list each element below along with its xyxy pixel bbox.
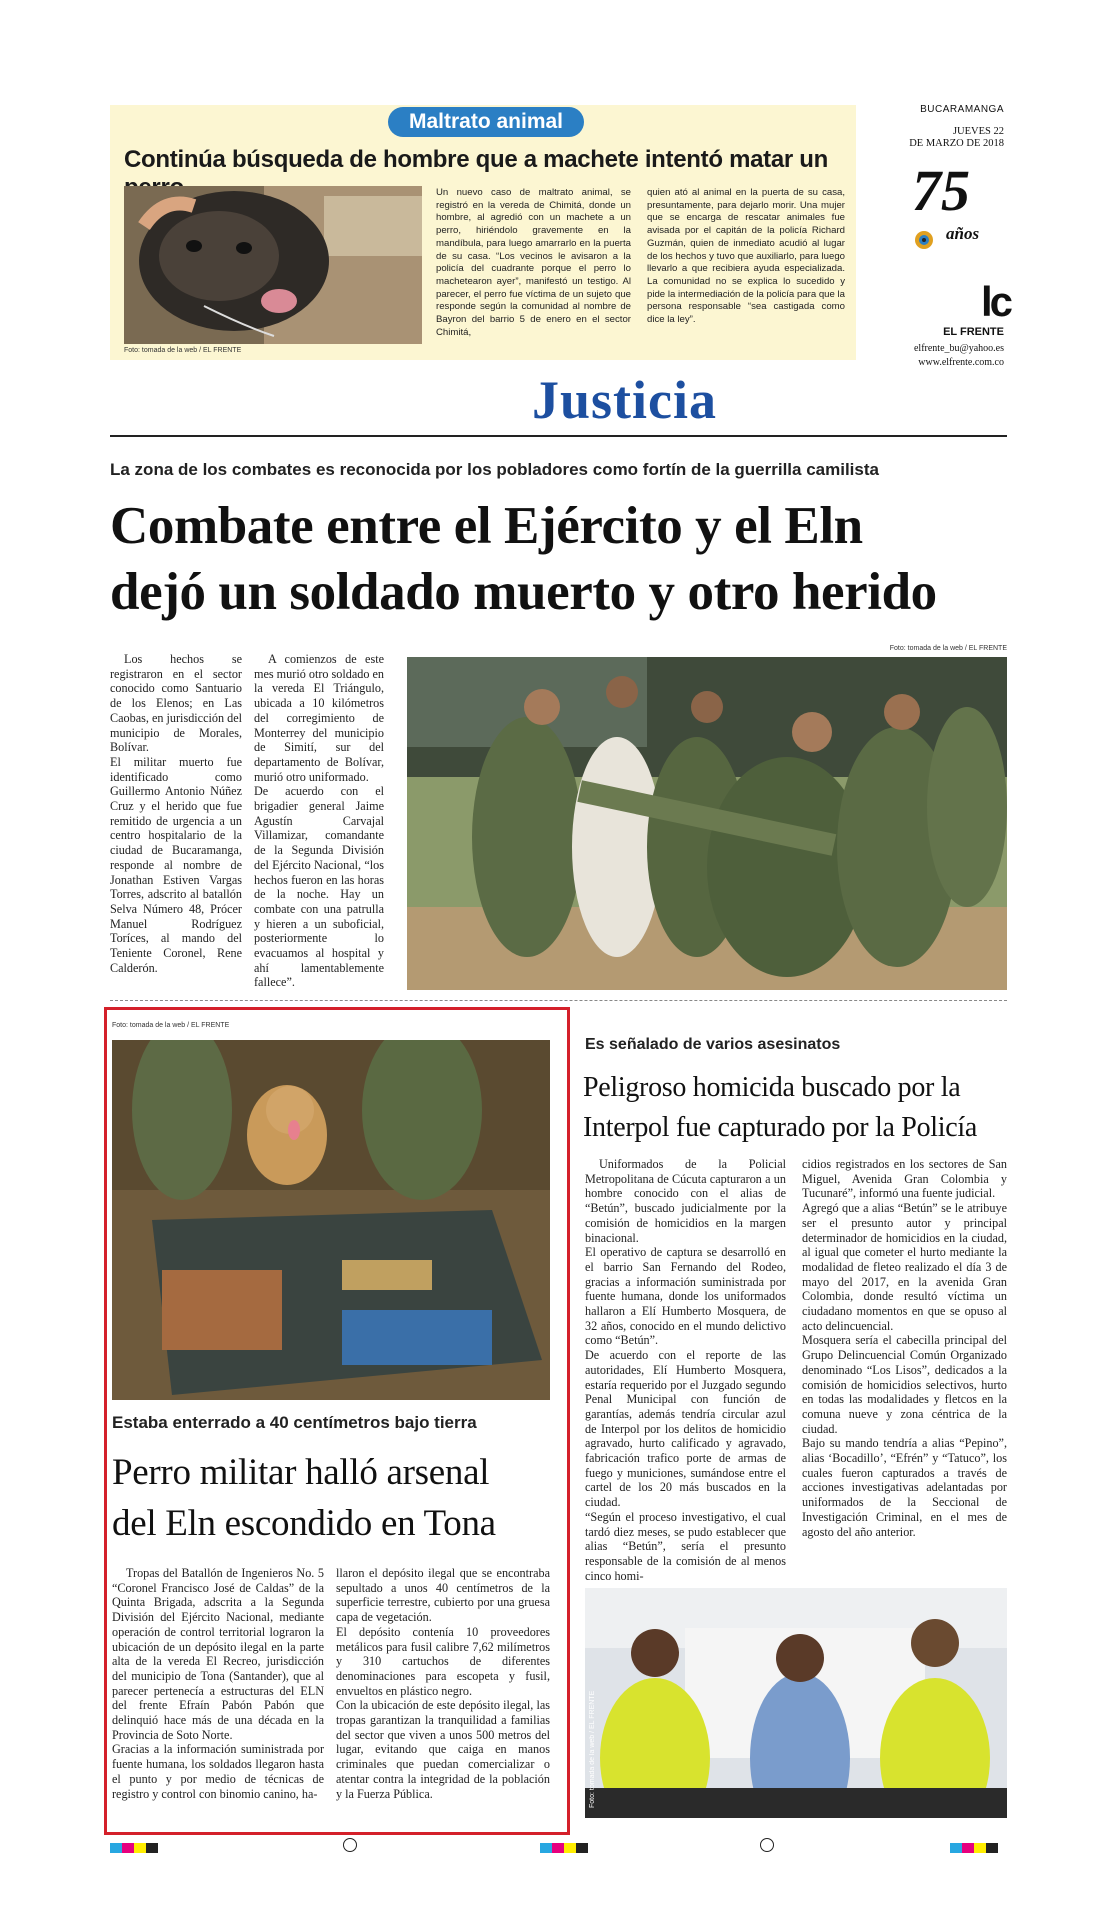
dog-photo-image [124, 186, 422, 344]
right-headline-line1: Peligroso homicida buscado por la [583, 1072, 961, 1103]
masthead-contact [880, 342, 1004, 370]
capture-photo-credit: Foto: tomada de la web / EL FRENTE [589, 1690, 596, 1808]
main-story-headline[interactable] [110, 493, 1010, 625]
box-headline-line2: del Eln escondido en Tona [112, 1503, 496, 1544]
military-dog-photo-image [112, 1040, 550, 1400]
box-story-kicker: Estaba enterrado a 40 centímetros bajo tierra [112, 1413, 477, 1432]
section-title-graphic [530, 368, 856, 428]
main-story-column-1 [110, 652, 242, 975]
masthead-date-line2: DE MARZO DE 2018 [909, 138, 1004, 149]
color-registration-bar-right [950, 1840, 998, 1858]
military-dog-photo[interactable] [112, 1040, 550, 1400]
main-story-col1-text: Los hechos se registraron en el sector conocido como Santuario de los Elenos; en Las Caobas, en jurisdicción del municipio de Morales, Bolívar. El militar muerto fue identificado como Guillermo Antonio Núñez Cruz y el herido que fue remitido de urgencia a un centro hospitalario de la ciudad de Bucaramanga, responde al nombre de Jonathan Estiven Vargas Torres, adscrito al batallón Selva Número 48, Prócer Manuel Rodríguez Toríces, al mando del Teniente Coronel, Rene Calderón. [110, 652, 242, 975]
right-story-col2-text: cidios registrados en los sectores de San Miguel, Avenida Gran Colombia y Tucunaré”, informó una fuente judicial. Agregó que a alias “Betún” se le atribuye ser el presunto autor y principal determinador de homicidios en la ciudad, al igual que cometer el hurto mediante la modalidad de fleteo realizado el día 3 de mayo del 2017, en la avenida Gran Colombia, donde resultó víctima un ciudadano momentos en que se opuso al acto delincuencial. Mosquera sería el cabecilla principal del Grupo Delincuencial Común Organizado denominado “Los Lisos”, dedicados a la comisión de homicidios selectivos, hurto en todas las modalidades y fletcos en la comuna nueve y zona céntrica de la ciudad. Bajo su mando tendría a alias “Pepino”, alias ‘Bocadillo’, “Efrén” y “Tatuco”, los cuales fueron capturados a través de acciones investigativas adelantadas por uniformados de la Seccional de Investigación Criminal, en el mes de agosto del año anterior. [802, 1157, 1007, 1539]
masthead-date-line1: JUEVES 22 [952, 126, 1004, 137]
registration-mark-icon [343, 1838, 357, 1852]
section-title-text: Justicia [532, 370, 718, 428]
right-headline-line2: Interpol fue capturado por la Policía [583, 1112, 977, 1143]
anniversary-word: años [946, 224, 980, 243]
box-story-column-2 [336, 1566, 550, 1801]
top-story-column-1: Un nuevo caso de maltrato animal, se registró en la vereda de Chimitá, donde un hombre, al agredió con un machete a un perro, hiriéndolo gravemente en la mandíbula, para luego amarrarlo en la puerta de su casa. “Los vecinos le avisaron a la policía del cuadrante porque el perro lo machetearon ayer”, manifestó un testigo. Al parecer, el perro fue víctima de un sujeto que responde según la comunidad al nombre de Bayron del barrio 5 de enero en el sector Chimitá, [436, 187, 631, 338]
capture-photo[interactable] [585, 1588, 1007, 1818]
top-photo-credit: Foto: tomada de la web / EL FRENTE [124, 347, 242, 354]
masthead-city: BUCARAMANGA [920, 104, 1004, 115]
main-story-column-2 [254, 652, 384, 990]
masthead-brand: EL FRENTE [943, 326, 1004, 338]
right-story-column-1 [585, 1157, 786, 1583]
right-story-col1-text: Uniformados de la Policial Metropolitana de Cúcuta capturaron a un hombre conocido con el alias de “Betún”, buscado judicialmente por la comisión de homicidios en la margen binacional. El operativo de captura se desarrolló en el barrio San Fernando del Rodeo, gracias a información suministrada por fuente humana, donde los uniformados hallaron a Elí Humberto Mosquera, de 32 años, conocido en el mundo delictivo como “Betún”. De acuerdo con el reporte de las autoridades, Elí Humberto Mosquera, estaría requerido por el Juzgado segundo Penal Municipal con función de garantías, además tendría circular azul de Interpol por los delitos de homicidio agravado, hurto calificado y agravado, fabricación trafico porte de armas de fuego y municiones, sumándose entre el cartel de los 20 más buscados en la ciudad. “Según el proceso investigativo, el cual tardó diez meses, se pudo establecer que alias “Betún”, sería el presunto responsable de la comisión de al menos cinco homi- [585, 1157, 786, 1583]
masthead-email[interactable]: elfrente_bu@yahoo.es [913, 343, 1004, 354]
top-story-headline[interactable]: Continúa búsqueda de hombre que a machete intentó matar un [124, 146, 829, 173]
section-divider [110, 1000, 1007, 1001]
dog-photo[interactable] [124, 186, 422, 344]
box-headline-line1: Perro militar halló arsenal [112, 1452, 490, 1493]
right-story-kicker: Es señalado de varios asesinatos [585, 1036, 841, 1053]
box-story-headline[interactable] [112, 1447, 562, 1549]
main-headline-line1: Combate entre el Ejército y el Eln [110, 497, 863, 555]
capture-photo-image [585, 1588, 1007, 1818]
registration-mark-icon [760, 1838, 774, 1852]
anniversary-number: 75 [912, 158, 970, 223]
main-photo-credit: Foto: tomada de la web / EL FRENTE [889, 645, 1007, 652]
main-story-kicker: La zona de los combates es reconocida por los pobladores como fortín de la guerrilla camilista [110, 460, 879, 479]
el-frente-logo-mark: lc [980, 278, 1010, 325]
box-story-col2-text: llaron el depósito ilegal que se encontraba sepultado a unos 40 centímetros de la superficie terrestre, cubierto por una gruesa capa de vegetación. El depósito contenía 10 proveedores metálicos para fusil calibre 7,62 milímetros y 310 cartuchos de diferentes denominaciones para escopeta y fusil, envueltos en plástico negro. Con la ubicación de este depósito ilegal, las tropas garantizan la tranquilidad a familias del sector que viven a unos 500 metros del lugar, evitando que caiga en manos criminales que puedan comercializar o atentar contra la integridad de la población y la Fuerza Pública. [336, 1566, 550, 1801]
right-story-column-2 [802, 1157, 1007, 1539]
section-rule [110, 435, 1007, 437]
masthead-date [880, 126, 1004, 150]
right-story-headline[interactable] [583, 1068, 1008, 1148]
color-registration-bar-center [540, 1840, 588, 1858]
box-story-column-1 [112, 1566, 324, 1801]
masthead-website[interactable]: www.elfrente.com.co [918, 357, 1004, 368]
soldiers-photo-image [407, 657, 1007, 990]
anniversary-logo [900, 160, 1010, 260]
main-story-col2-text: A comienzos de este mes murió otro soldado en la vereda El Triángulo, ubicada a 10 kilómetros del corregimiento de Monterrey del municipio de Simití, sur del departamento de Bolívar, murió otro uniformado. De acuerdo con el brigadier general Jaime Agustín Carvajal Villamizar, comandante de la Segunda División del Ejército Nacional, “los hechos fueron en las horas de la noche. Hay un combate con una patrulla y hieren a un suboficial, posteriormente lo evacuamos al hospital y ahí lamentablemente fallece”. [254, 652, 384, 990]
top-story-tag: Maltrato animal [388, 107, 584, 137]
box-story-col1-text: Tropas del Batallón de Ingenieros No. 5 “Coronel Francisco José de Caldas” de la Quinta Brigada, adscrita a la Segunda División del Ejército Nacional, mediante operación de control territorial lograron la ubicación de un depósito ilegal en la parte alta de la vereda El Recreo, jurisdicción del municipio de Tona (Santander), que al parecer pertenecía a estructuras del ELN del frente Efraín Pabón Pabón que delinquió hace más de una década en la Provincia de Soto Norte. Gracias a la información suministrada por fuente humana, los soldados llegaron hasta el punto y por medio de técnicas de registro y control con binomio canino, ha- [112, 1566, 324, 1801]
soldiers-photo[interactable] [407, 657, 1007, 990]
box-photo-credit: Foto: tomada de la web / EL FRENTE [112, 1022, 230, 1029]
section-title-justicia [530, 368, 856, 428]
color-registration-bar-left [110, 1840, 158, 1858]
el-frente-logo[interactable] [930, 278, 1010, 325]
top-story-column-2: quien ató al animal en la puerta de su casa, presuntamente, para dejarlo morir. Una mujer que se encarga de rescatar animales fue avisada por el capitán de la policía Richard Guzmán, quien de inmediato acudió al lugar de los hechos y tuvo que auxiliarlo, para luego llevarlo a que recibiera ayuda especializada. La comunidad no se explica lo sucedido y pide la intermediación de la policía para que la persona responsable “sea castigada como dice la ley”. [647, 187, 845, 326]
main-headline-line2: dejó un soldado muerto y otro herido [110, 563, 937, 621]
